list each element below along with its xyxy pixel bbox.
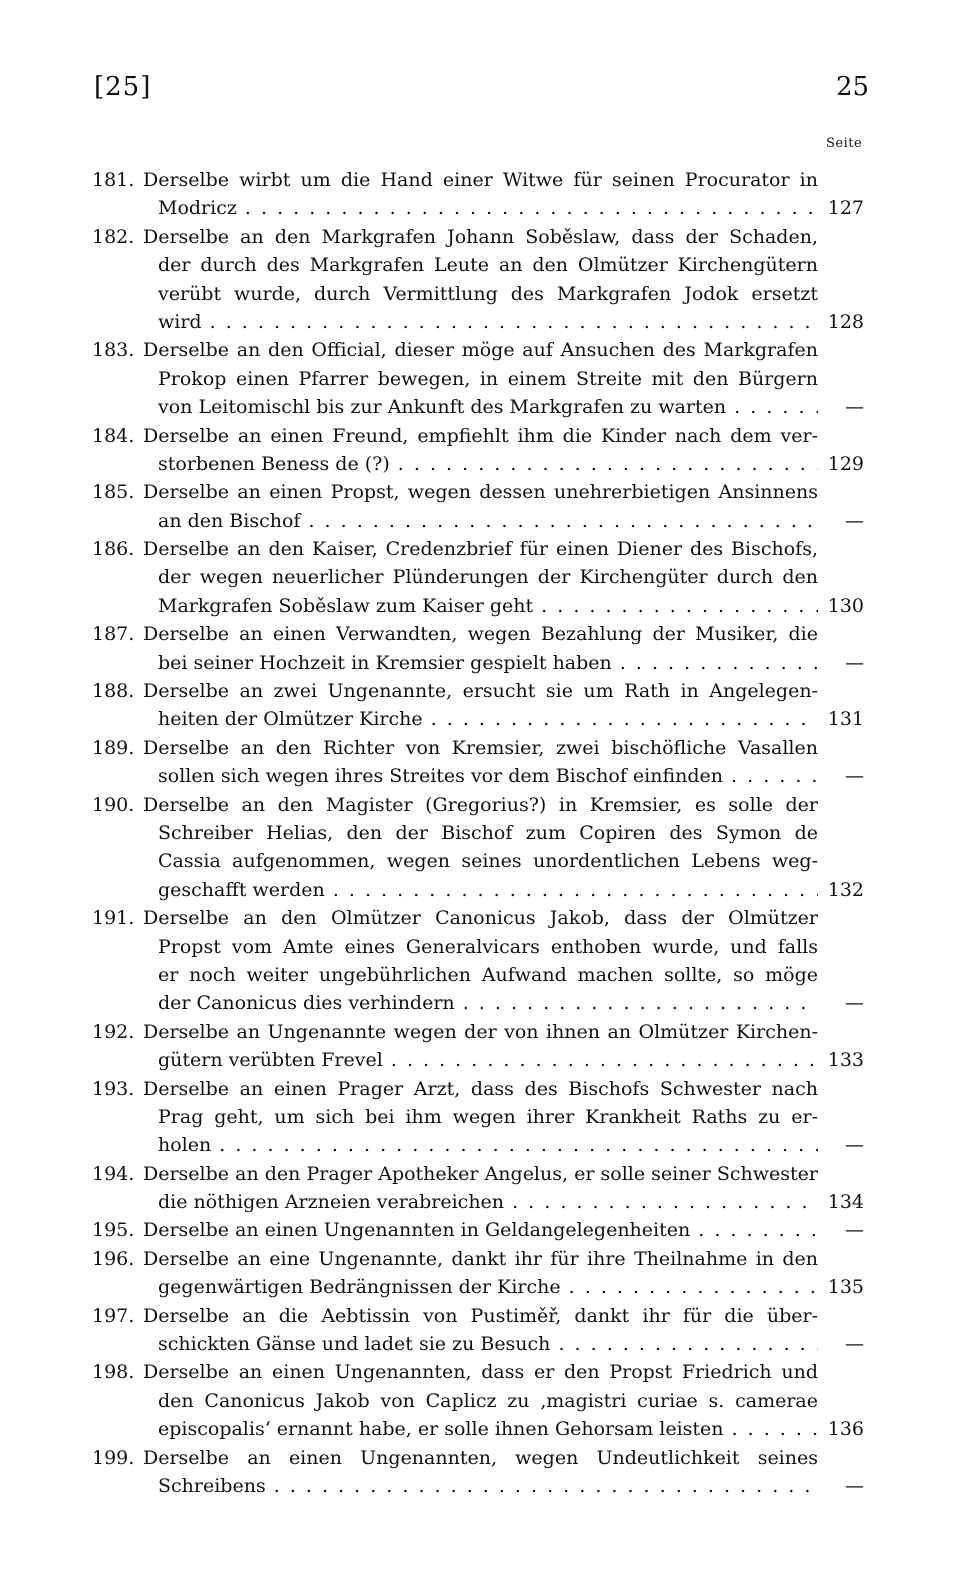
toc-entry-text: gütern verübten Frevel . . . bbox=[158, 1046, 818, 1074]
toc-entry-line bbox=[0, 507, 960, 535]
toc-entry bbox=[0, 1245, 960, 1302]
toc-entry-line bbox=[0, 904, 960, 932]
toc-entry-text: episcopalis‘ ernannt habe, er solle ihnen Gehorsam leisten . . . bbox=[158, 1415, 818, 1443]
toc-entry-page: 129 bbox=[827, 452, 864, 475]
toc-entry-text: heiten der Olmützer Kirche . . . bbox=[158, 705, 818, 733]
toc-entry-line bbox=[0, 166, 960, 194]
toc-entry-number: 183. bbox=[92, 339, 135, 362]
toc-entry-page: — bbox=[845, 651, 864, 674]
toc-entry-text: Derselbe an einen Freund, empfiehlt ihm die Kinder nach dem ver- bbox=[143, 424, 818, 447]
toc-entry bbox=[0, 620, 960, 677]
toc-entry-text: Derselbe an den Kaiser, Credenzbrief für einen Diener des Bischofs, bbox=[143, 538, 818, 561]
toc-entry bbox=[0, 734, 960, 791]
toc-entry-text: sollen sich wegen ihres Streites vor dem Bischof einfinden . . . bbox=[158, 762, 818, 790]
toc-entry-line bbox=[0, 336, 960, 364]
toc-entry-text: Propst vom Amte eines Generalvicars enthoben wurde, und falls bbox=[158, 935, 818, 958]
toc-entry-page: 133 bbox=[827, 1049, 864, 1072]
toc-entry-number: 186. bbox=[92, 538, 135, 561]
toc-entry bbox=[0, 1358, 960, 1443]
toc-entry bbox=[0, 677, 960, 734]
toc-entry-number: 189. bbox=[92, 736, 135, 759]
toc-entry-page: 130 bbox=[827, 594, 864, 617]
toc-entry bbox=[0, 1160, 960, 1217]
toc-entry bbox=[0, 904, 960, 1018]
toc-entry-text: Schreiber Helias, den der Bischof zum Copiren des Symon de bbox=[158, 821, 818, 844]
toc-entry bbox=[0, 166, 960, 223]
toc-entry bbox=[0, 422, 960, 479]
toc-entry-line bbox=[0, 1131, 960, 1159]
toc-entry-line bbox=[0, 1103, 960, 1131]
toc-entry-line bbox=[0, 933, 960, 961]
toc-entry bbox=[0, 1302, 960, 1359]
toc-entry-line bbox=[0, 592, 960, 620]
toc-entry-text: Prag geht, um sich bei ihm wegen ihrer Krankheit Raths zu er- bbox=[158, 1105, 818, 1128]
toc-entry-line bbox=[0, 989, 960, 1017]
toc-entry-line bbox=[0, 1330, 960, 1358]
toc-entry-line bbox=[0, 308, 960, 336]
toc-entry-line bbox=[0, 1387, 960, 1415]
toc-entry-text: Derselbe an den Prager Apotheker Angelus, er solle seiner Schwester bbox=[143, 1162, 818, 1185]
toc-entry-number: 182. bbox=[92, 225, 135, 248]
toc-entry-text: gegenwärtigen Bedrängnissen der Kirche . . . bbox=[158, 1273, 818, 1301]
page-number: 25 bbox=[836, 72, 870, 102]
toc-entry-text: Derselbe an den Olmützer Canonicus Jakob, dass der Olmützer bbox=[143, 907, 818, 930]
toc-entry-page: — bbox=[845, 509, 864, 532]
toc-entry-text: Derselbe an eine Ungenannte, dankt ihr für ihre Theilnahme in den bbox=[143, 1247, 818, 1270]
toc-entry-line bbox=[0, 1415, 960, 1443]
toc-entry-line bbox=[0, 1302, 960, 1330]
toc-entry-line bbox=[0, 705, 960, 733]
toc-entry-line bbox=[0, 280, 960, 308]
toc-entry-line bbox=[0, 876, 960, 904]
toc-entry-line bbox=[0, 478, 960, 506]
toc-entry-line bbox=[0, 1046, 960, 1074]
toc-entry-number: 190. bbox=[92, 793, 135, 816]
toc-entry-text: Prokop einen Pfarrer bewegen, in einem Streite mit den Bürgern bbox=[158, 367, 818, 390]
toc-entry bbox=[0, 535, 960, 620]
toc-entry-text: von Leitomischl bis zur Ankunft des Markgrafen zu warten . . . bbox=[158, 393, 818, 421]
toc-entry-text: der durch des Markgrafen Leute an den Olmützer Kirchengütern bbox=[158, 254, 818, 277]
toc-entry-text: Markgrafen Soběslaw zum Kaiser geht . . . bbox=[158, 592, 818, 620]
toc-entry-text: geschafft werden . . . bbox=[158, 876, 818, 904]
toc-entry-text: Derselbe an zwei Ungenannte, ersucht sie um Rath in Angelegen- bbox=[143, 680, 818, 703]
toc-entry-text: Derselbe an einen Ungenannten, wegen Undeutlichkeit seines bbox=[143, 1446, 818, 1469]
toc-entry-line bbox=[0, 422, 960, 450]
toc-entry-text: die nöthigen Arzneien verabreichen . . . bbox=[158, 1188, 818, 1216]
toc-entry-text: holen . . . bbox=[158, 1131, 818, 1159]
toc-entry-page: — bbox=[845, 765, 864, 788]
page-column-label: Seite bbox=[826, 136, 863, 151]
toc-entry-line bbox=[0, 251, 960, 279]
toc-entry-text: Derselbe an den Official, dieser möge auf Ansuchen des Markgrafen bbox=[143, 339, 818, 362]
toc-entry-text: der wegen neuerlicher Plünderungen der Kirchengüter durch den bbox=[158, 566, 818, 589]
toc-entry-page: — bbox=[845, 1134, 864, 1157]
toc-entry bbox=[0, 1018, 960, 1075]
toc-entry bbox=[0, 791, 960, 905]
toc-entry-text: verübt wurde, durch Vermittlung des Markgrafen Jodok ersetzt bbox=[158, 282, 818, 305]
toc-entry-text: an den Bischof . . . bbox=[158, 507, 818, 535]
toc-entry-line bbox=[0, 223, 960, 251]
table-of-contents bbox=[0, 166, 960, 1500]
toc-entry-text: Schreibens . . . bbox=[158, 1472, 818, 1500]
toc-entry-number: 191. bbox=[92, 907, 135, 930]
toc-entry bbox=[0, 1075, 960, 1160]
toc-entry-page: 131 bbox=[827, 708, 864, 731]
toc-entry-text: bei seiner Hochzeit in Kremsier gespielt haben . . . bbox=[158, 649, 818, 677]
toc-entry-line bbox=[0, 1472, 960, 1500]
toc-entry-page: 127 bbox=[827, 197, 864, 220]
toc-entry bbox=[0, 336, 960, 421]
toc-entry bbox=[0, 478, 960, 535]
toc-entry-text: den Canonicus Jakob von Caplicz zu ‚magistri curiae s. camerae bbox=[158, 1389, 818, 1412]
toc-entry-text: Cassia aufgenommen, wegen seines unordentlichen Lebens weg- bbox=[158, 850, 818, 873]
toc-entry-text: Derselbe an einen Prager Arzt, dass des Bischofs Schwester nach bbox=[143, 1077, 818, 1100]
toc-entry-text: Modricz . . . bbox=[158, 194, 818, 222]
toc-entry-text: schickten Gänse und ladet sie zu Besuch . . . bbox=[158, 1330, 818, 1358]
toc-entry-text: Derselbe an den Magister (Gregorius?) in Kremsier, es solle der bbox=[143, 793, 818, 816]
toc-entry-line bbox=[0, 1216, 960, 1244]
toc-entry-line bbox=[0, 1444, 960, 1472]
toc-entry-line bbox=[0, 393, 960, 421]
toc-entry-number: 196. bbox=[92, 1247, 135, 1270]
toc-entry-page: 136 bbox=[827, 1418, 864, 1441]
toc-entry bbox=[0, 223, 960, 337]
toc-entry-page: 128 bbox=[827, 310, 864, 333]
toc-entry-line bbox=[0, 620, 960, 648]
toc-entry-text: storbenen Beness de (?) . . . bbox=[158, 450, 818, 478]
toc-entry-page: — bbox=[845, 1333, 864, 1356]
toc-entry-text: Derselbe an einen Verwandten, wegen Bezahlung der Musiker, die bbox=[143, 623, 818, 646]
toc-entry-line bbox=[0, 734, 960, 762]
toc-entry-line bbox=[0, 1160, 960, 1188]
toc-entry-number: 198. bbox=[92, 1361, 135, 1384]
toc-entry-line bbox=[0, 847, 960, 875]
toc-entry-line bbox=[0, 1075, 960, 1103]
toc-entry-line bbox=[0, 762, 960, 790]
toc-entry-text: Derselbe an den Markgrafen Johann Soběslaw, dass der Schaden, bbox=[143, 225, 818, 248]
toc-entry-number: 185. bbox=[92, 481, 135, 504]
toc-entry-number: 194. bbox=[92, 1162, 135, 1185]
toc-entry-text: Derselbe wirbt um die Hand einer Witwe für seinen Procurator in bbox=[143, 169, 818, 191]
toc-entry-number: 197. bbox=[92, 1304, 135, 1327]
toc-entry bbox=[0, 1216, 960, 1244]
toc-entry-line bbox=[0, 1018, 960, 1046]
toc-entry-number: 188. bbox=[92, 680, 135, 703]
toc-entry-line bbox=[0, 961, 960, 989]
toc-entry-line bbox=[0, 791, 960, 819]
toc-entry-text: Derselbe an Ungenannte wegen der von ihnen an Olmützer Kirchen- bbox=[143, 1020, 818, 1043]
toc-entry-text: er noch weiter ungebührlichen Aufwand machen sollte, so möge bbox=[158, 963, 818, 986]
toc-entry-number: 184. bbox=[92, 424, 135, 447]
toc-entry-text: Derselbe an einen Ungenannten, dass er den Propst Friedrich und bbox=[143, 1361, 818, 1384]
toc-entry-line bbox=[0, 535, 960, 563]
toc-entry-page: — bbox=[845, 396, 864, 419]
toc-entry bbox=[0, 1444, 960, 1501]
page-header-left: [25] bbox=[94, 72, 152, 102]
toc-entry-number: 192. bbox=[92, 1020, 135, 1043]
toc-entry-page: 134 bbox=[827, 1191, 864, 1214]
toc-entry-text: Derselbe an einen Propst, wegen dessen unehrerbietigen Ansinnens bbox=[143, 481, 818, 504]
toc-entry-line bbox=[0, 1245, 960, 1273]
toc-entry-page: 135 bbox=[827, 1276, 864, 1299]
toc-entry-number: 187. bbox=[92, 623, 135, 646]
toc-entry-text: wird . . . bbox=[158, 308, 818, 336]
toc-entry-line bbox=[0, 365, 960, 393]
toc-entry-line bbox=[0, 194, 960, 222]
toc-entry-page: — bbox=[845, 992, 864, 1015]
toc-entry-line bbox=[0, 450, 960, 478]
toc-entry-line bbox=[0, 1273, 960, 1301]
toc-entry-page: 132 bbox=[827, 878, 864, 901]
toc-entry-line bbox=[0, 649, 960, 677]
toc-entry-number: 193. bbox=[92, 1077, 135, 1100]
toc-entry-text: Derselbe an die Aebtissin von Pustiměř, dankt ihr für die über- bbox=[143, 1304, 818, 1327]
toc-entry-text: Derselbe an den Richter von Kremsier, zwei bischöfliche Vasallen bbox=[143, 736, 818, 759]
toc-entry-line bbox=[0, 819, 960, 847]
toc-entry-number: 181. bbox=[92, 169, 135, 191]
toc-entry-line bbox=[0, 1188, 960, 1216]
toc-entry-page: — bbox=[845, 1219, 864, 1242]
toc-entry-page: — bbox=[845, 1474, 864, 1497]
toc-entry-text: Derselbe an einen Ungenannten in Geldangelegenheiten . . . bbox=[143, 1216, 818, 1244]
toc-entry-line bbox=[0, 563, 960, 591]
toc-entry-number: 199. bbox=[92, 1446, 135, 1469]
toc-entry-text: der Canonicus dies verhindern . . . bbox=[158, 989, 818, 1017]
toc-entry-line bbox=[0, 677, 960, 705]
toc-entry-number: 195. bbox=[92, 1219, 135, 1242]
toc-entry-line bbox=[0, 1358, 960, 1386]
